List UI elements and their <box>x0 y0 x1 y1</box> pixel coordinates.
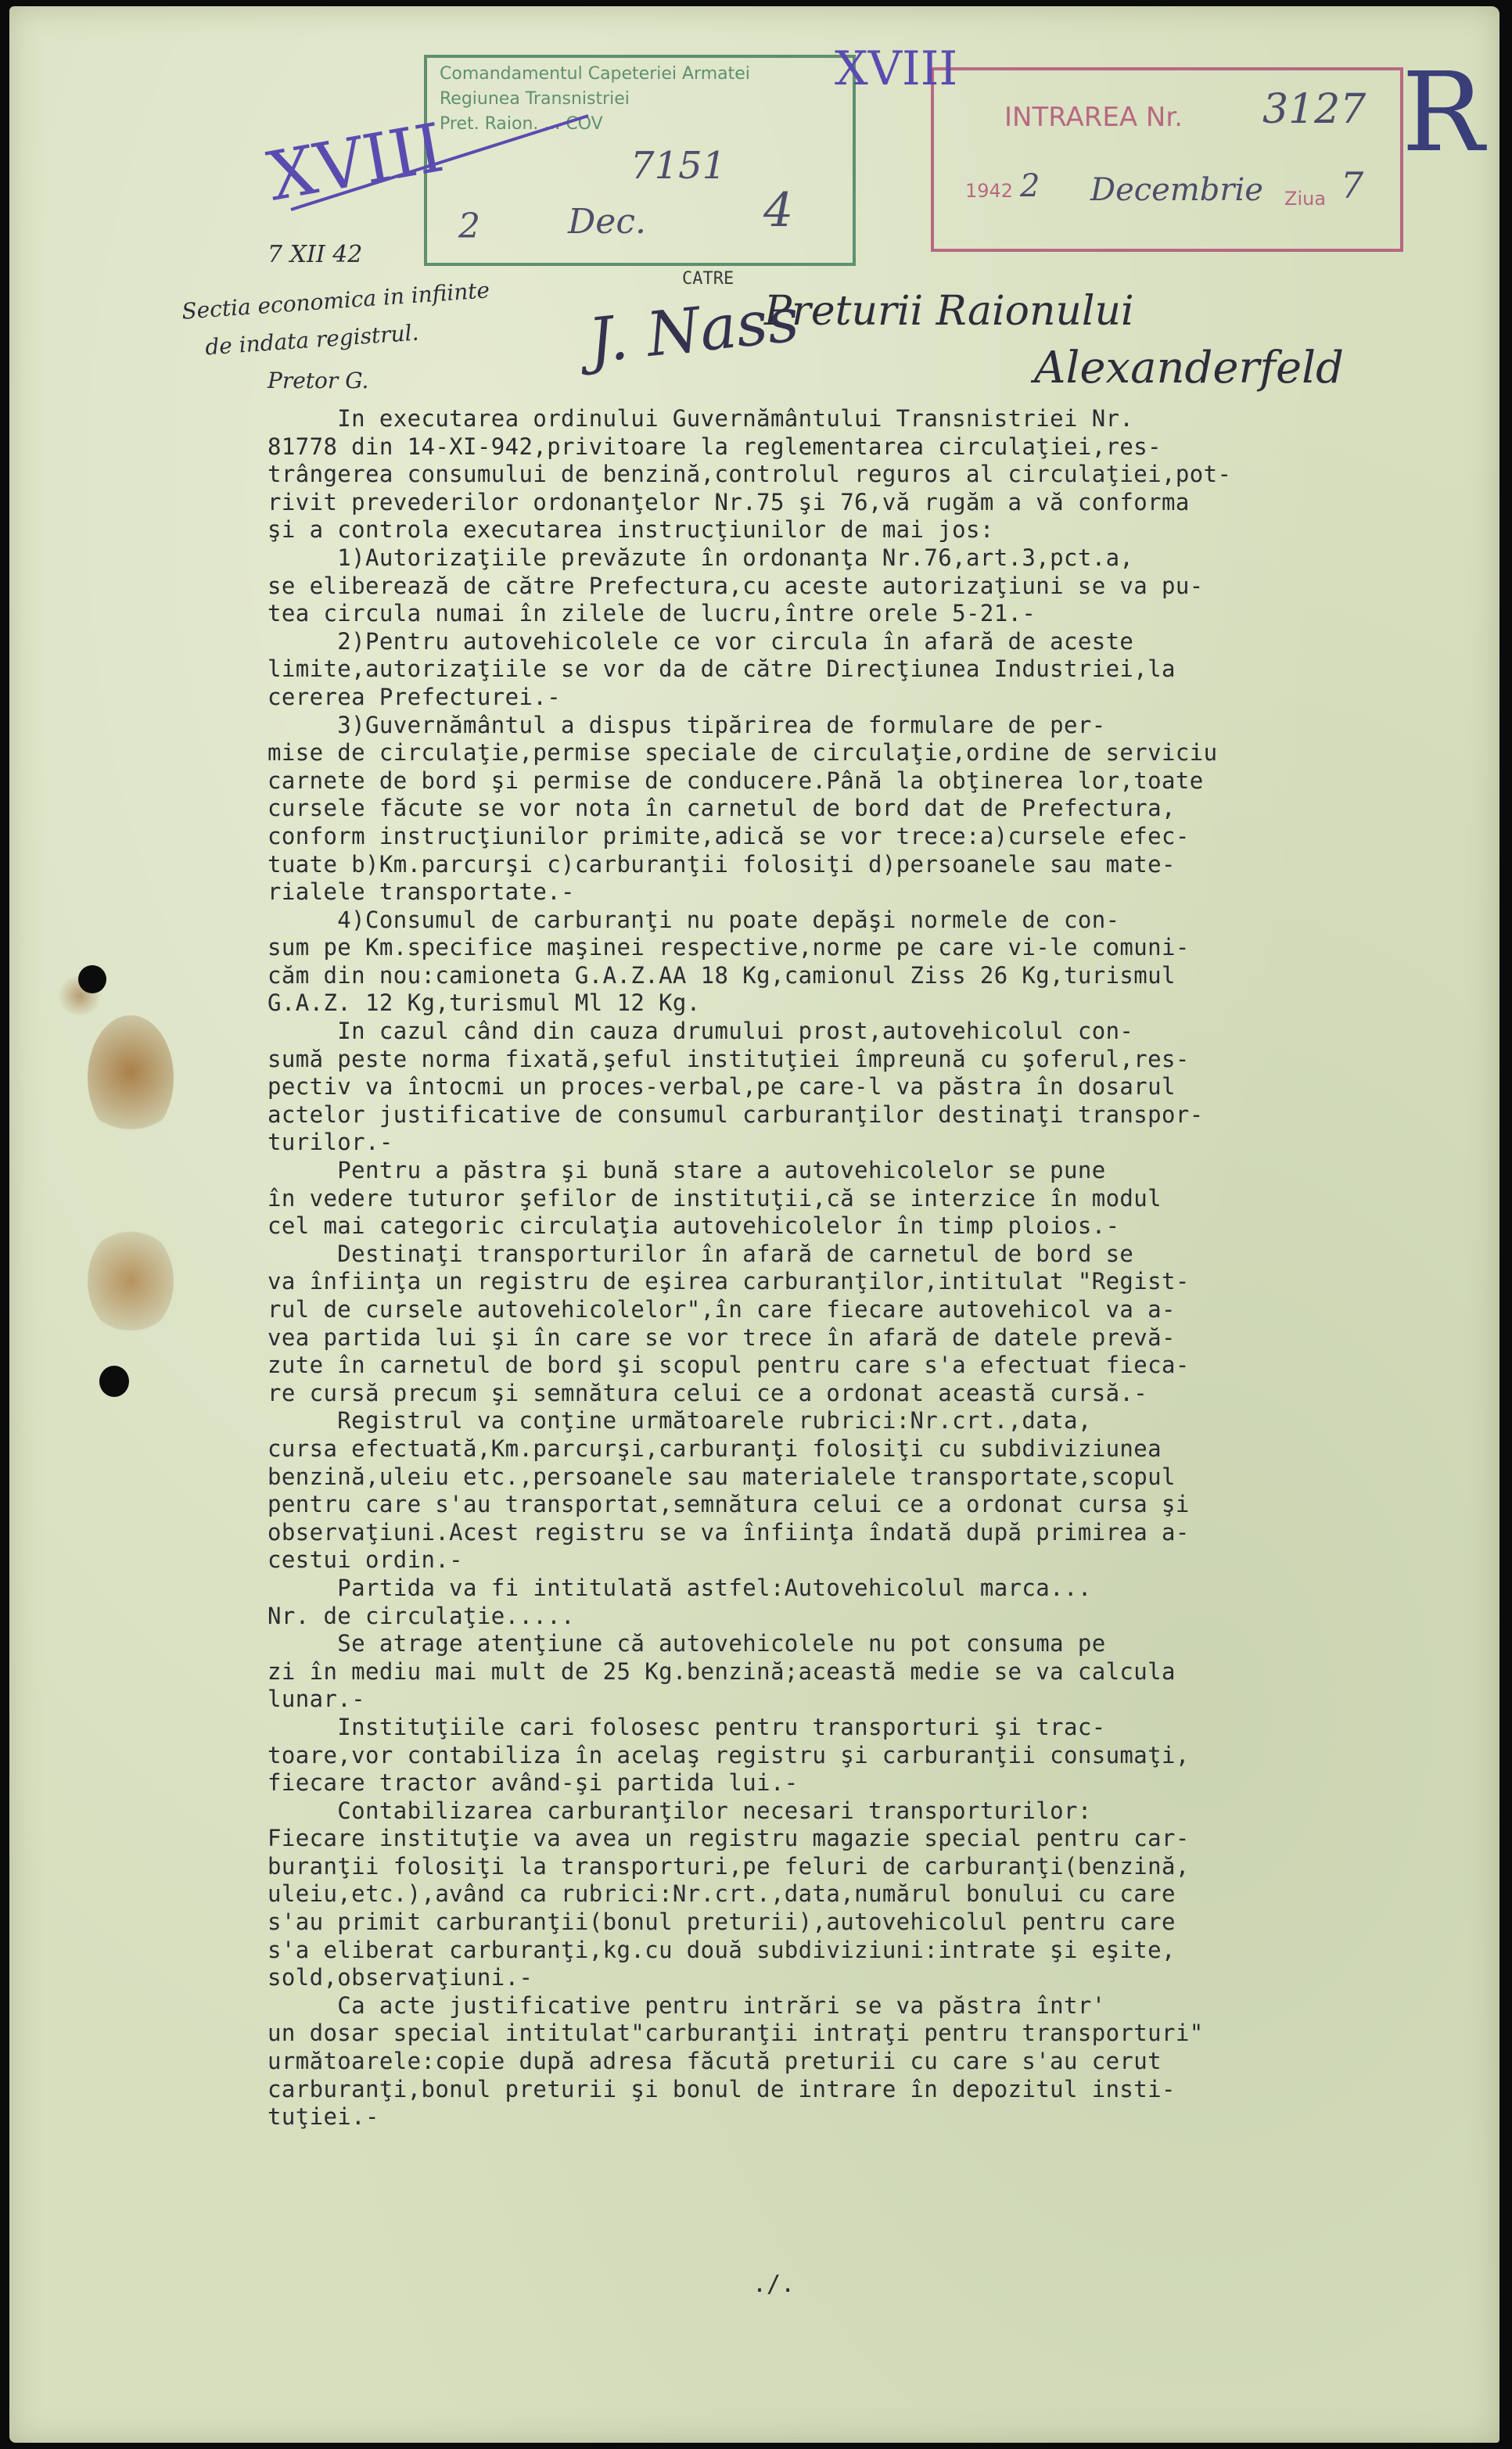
letter-line: Destinaţi transporturilor în afară de carnetul de bord se <box>268 1240 1134 1267</box>
margin-note-line1: Sectia economica in infiinte <box>181 277 491 325</box>
letter-line: sum pe Km.specifice maşinei respective,norme pe care vi-le comuni- <box>268 934 1190 961</box>
stamp-red-number: 3127 <box>1262 86 1367 133</box>
letter-line: buranţii folosiţi la transporturi,pe feluri de carburanţi(benzină, <box>268 1852 1190 1880</box>
letter-line: Registrul va conţine următoarele rubrici:Nr.crt.,data, <box>268 1407 1092 1435</box>
signature-center: J. Nass <box>585 285 803 377</box>
stamp-green-line2: Regiunea Transnistriei <box>440 89 630 109</box>
letter-line: rul de cursele autovehicolelor",în care fiecare autovehicol va a- <box>268 1296 1176 1323</box>
punch-hole-top <box>78 965 106 993</box>
letter-line: uleiu,etc.),având ca rubrici:Nr.crt.,data,numărul bonului cu care <box>268 1880 1176 1908</box>
entry-stamp-red <box>931 67 1403 252</box>
letter-line: toare,vor contabiliza în acelaş registru şi carburanţii consumaţi, <box>268 1741 1190 1769</box>
document-page <box>9 6 1499 2443</box>
letter-line: cestui ordin.- <box>268 1546 464 1574</box>
letter-line: pectiv va întocmi un proces-verbal,pe care-l va păstra în dosarul <box>268 1073 1176 1101</box>
letter-line: 1)Autorizaţiile prevăzute în ordonanţa Nr.76,art.3,pct.a, <box>268 544 1134 571</box>
letter-line: sold,observaţiuni.- <box>268 1964 533 1991</box>
letter-line: fiecare tractor având-şi partida lui.- <box>268 1769 799 1797</box>
letter-line: Pentru a păstra şi bună stare a autovehicolelor se pune <box>268 1157 1106 1184</box>
letter-line: s'a eliberat carburanţi,kg.cu două subdiviziuni:intrate şi eşite, <box>268 1936 1176 1963</box>
margin-note-line2: de indata registrul. <box>204 319 420 361</box>
letter-line: tea circula numai în zilele de lucru,între orele 5-21.- <box>268 600 1036 627</box>
letter-line: zi în mediu mai mult de 25 Kg.benzină;această medie se va calcula <box>268 1657 1176 1685</box>
letter-line: benzină,uleiu etc.,persoanele sau materialele transportate,scopul <box>268 1463 1176 1490</box>
letter-line: zute în carnetul de bord şi scopul pentru care s'a efectuat fieca- <box>268 1352 1190 1379</box>
addressee-line2: Alexanderfeld <box>1034 343 1344 393</box>
letter-line: Fiecare instituţie va avea un registru magazie special pentru car- <box>268 1825 1190 1852</box>
violet-strike-line <box>283 100 596 225</box>
stamp-red-month: Decembrie <box>1090 172 1263 208</box>
letter-line: Instituţiile cari folosesc pentru transporturi şi trac- <box>268 1713 1106 1740</box>
letter-line: re cursă precum şi semnătura celui ce a ordonat această cursă.- <box>268 1379 1148 1406</box>
letter-line: căm din nou:camioneta G.A.Z.AA 18 Kg,camionul Ziss 26 Kg,turismul <box>268 961 1176 989</box>
stain-middle <box>88 1226 174 1336</box>
letter-line: tuţiei.- <box>268 2103 379 2131</box>
letter-line: rialele transportate.- <box>268 878 575 906</box>
letter-line: cursele făcute se vor nota în carnetul de bord dat de Prefectura, <box>268 795 1176 822</box>
stamp-green-month: Dec. <box>568 202 646 242</box>
letter-line: pentru care s'au transportat,semnătura celui ce a ordonat cursa şi <box>268 1491 1190 1518</box>
stamp-green-day: 2 <box>458 206 480 246</box>
letter-line: In cazul când din cauza drumului prost,autovehicolul con- <box>268 1018 1134 1045</box>
letter-line: cel mai categoric circulaţia autovehicolelor în timp ploios.- <box>268 1212 1120 1240</box>
letter-line: lunar.- <box>268 1686 366 1713</box>
closing-mark: ./. <box>752 2271 796 2298</box>
letter-line: carburanţi,bonul preturii şi bonul de intrare în depozitul insti- <box>268 2075 1176 2102</box>
stamp-green-number: 7151 <box>630 144 727 188</box>
addressee-line1: Preturii Raionului <box>764 288 1134 335</box>
stamp-red-extra: 7 <box>1341 164 1364 206</box>
letter-line: 81778 din 14-XI-942,privitoare la reglementarea circulaţiei,res- <box>268 433 1162 460</box>
addressee-label: CATRE <box>682 269 734 289</box>
roman-numeral-right: XVIII <box>835 41 958 96</box>
letter-line: sumă peste norma fixată,şeful instituţiei împreună cu şoferul,res- <box>268 1045 1190 1072</box>
letter-line: vea partida lui şi în care se vor trece în afară de datele prevă- <box>268 1323 1176 1351</box>
letter-line: carnete de bord şi permise de conducere.Până la obţinerea lor,toate <box>268 767 1204 794</box>
stamp-red-day: 2 <box>1020 168 1040 204</box>
letter-line: Ca acte justificative pentru intrări se va păstra într' <box>268 1991 1106 2019</box>
letter-line: următoarele:copie după adresa făcută preturii cu care s'au cerut <box>268 2048 1162 2075</box>
letter-line: 2)Pentru autovehicolele ce vor circula în afară de aceste <box>268 627 1134 655</box>
margin-signature: Pretor G. <box>268 368 369 393</box>
letter-line: în vedere tuturor şefilor de instituţii,că se interzice în modul <box>268 1184 1162 1212</box>
letter-line: cererea Prefecturei.- <box>268 683 562 710</box>
stain-large <box>88 1015 174 1140</box>
letter-line: Partida va fi intitulată astfel:Autovehicolul marca... <box>268 1574 1092 1601</box>
stamp-green-line1: Comandamentul Capeteriei Armatei <box>440 64 750 84</box>
letter-line: Contabilizarea carburanţilor necesari transporturilor: <box>268 1797 1092 1824</box>
roman-numeral-left: XVIII <box>262 109 450 217</box>
letter-line: Nr. de circulaţie..... <box>268 1602 575 1629</box>
letter-line: trângerea consumului de benzină,controlul reguros al circulaţiei,pot- <box>268 461 1232 488</box>
letter-line: şi a controla executarea instrucţiunilor de mai jos: <box>268 516 994 544</box>
stamp-red-title: INTRAREA Nr. <box>1004 102 1183 133</box>
letter-line: 4)Consumul de carburanţi nu poate depăşi normele de con- <box>268 906 1120 933</box>
letter-line: cursa efectuată,Km.parcurşi,carburanţi folosiţi cu subdiviziunea <box>268 1435 1162 1462</box>
margin-date: 7 XII 42 <box>268 241 363 268</box>
letter-line: se eliberează de către Prefectura,cu aceste autorizaţiuni se va pu- <box>268 572 1204 599</box>
letter-line: s'au primit carburanţii(bonul preturii),autovehicolul pentru care <box>268 1909 1176 1936</box>
stamp-red-year: 1942 <box>965 180 1014 202</box>
letter-line: turilor.- <box>268 1129 393 1156</box>
stamp-green-extra: 4 <box>763 183 794 238</box>
letter-line: G.A.Z. 12 Kg,turismul Ml 12 Kg. <box>268 989 701 1017</box>
letter-body <box>268 405 1472 2131</box>
letter-line: Se atrage atenţiune că autovehicolele nu pot consuma pe <box>268 1630 1106 1657</box>
letter-line: conform instrucţiunilor primite,adică se vor trece:a)cursele efec- <box>268 822 1190 849</box>
letter-line: va înfiinţa un registru de eşirea carburanţilor,intitulat "Regist- <box>268 1268 1190 1295</box>
letter-line: un dosar special intitulat"carburanţii intraţi pentru transporturi" <box>268 2020 1204 2047</box>
letter-line: limite,autorizaţiile se vor da de către Direcţiunea Industriei,la <box>268 655 1176 683</box>
letter-line: rivit prevederilor ordonanţelor Nr.75 şi 76,vă rugăm a vă conforma <box>268 488 1190 515</box>
punch-hole-bottom <box>99 1366 129 1397</box>
letter-line: 3)Guvernământul a dispus tipărirea de formulare de per- <box>268 711 1106 738</box>
top-right-handwritten-mark: R <box>1402 49 1485 177</box>
letter-line: In executarea ordinului Guvernământului Transnistriei Nr. <box>268 405 1134 432</box>
letter-line: observaţiuni.Acest registru se va înfiinţa îndată după primirea a- <box>268 1518 1190 1546</box>
stamp-green-line3: Pret. Raion. ... COV <box>440 114 603 134</box>
letter-line: actelor justificative de consumul carburanţilor destinaţi transpor- <box>268 1101 1204 1128</box>
letter-line: tuate b)Km.parcurşi c)carburanţii folosiţi d)persoanele sau mate- <box>268 850 1176 878</box>
letter-line: mise de circulaţie,permise speciale de circulaţie,ordine de serviciu <box>268 739 1218 767</box>
stamp-red-suffix: Ziua <box>1284 188 1327 210</box>
